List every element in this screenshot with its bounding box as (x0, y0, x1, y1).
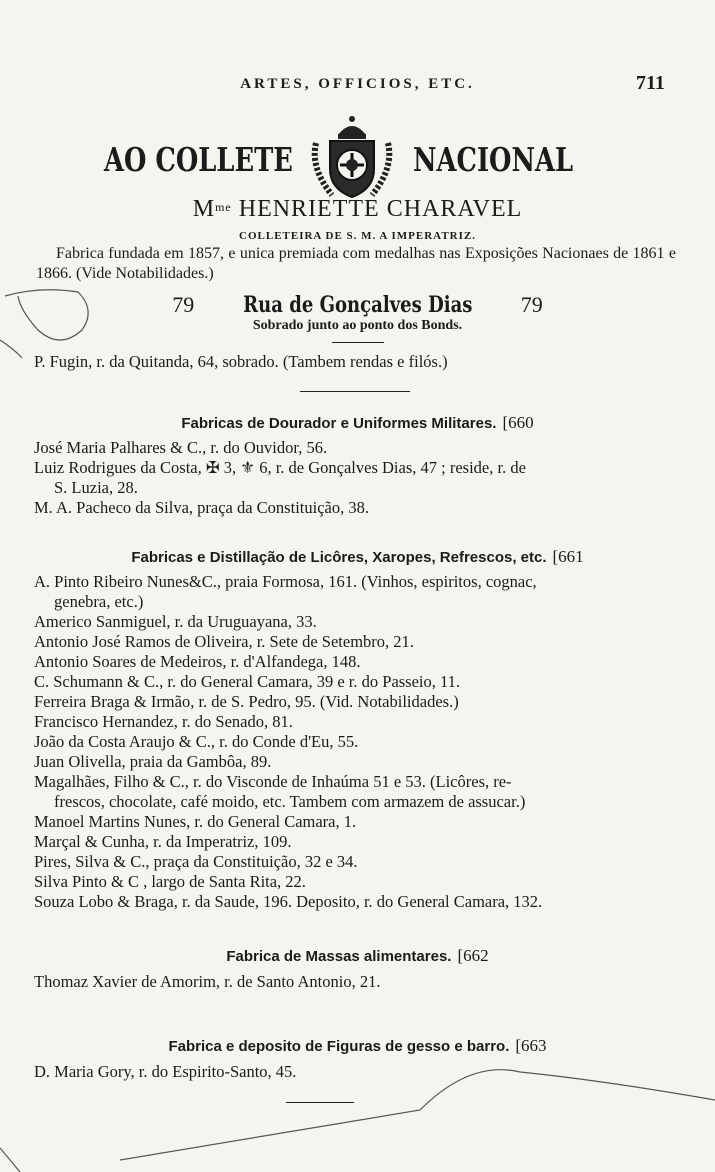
list-item: A. Pinto Ribeiro Nunes&C., praia Formosa, 161. (Vinhos, espiritos, cognac, (34, 572, 537, 591)
supplier-line: COLLETEIRA DE S. M. A IMPERATRIZ. (239, 230, 476, 242)
section-code: [662 (457, 946, 489, 965)
entry-fugin: P. Fugin, r. da Quitanda, 64, sobrado. (Tambem rendas e filós.) (34, 352, 448, 371)
section-heading-663 (0, 1036, 715, 1056)
divider (332, 342, 384, 343)
advertisement-address (0, 292, 715, 318)
list-item: Antonio José Ramos de Oliveira, r. Sete de Setembro, 21. (34, 632, 414, 651)
section-title: Fabrica de Massas alimentares. (226, 948, 452, 965)
ad-title-left: AO COLLETE (104, 140, 293, 179)
list-item: Souza Lobo & Braga, r. da Saude, 196. Deposito, r. do General Camara, 132. (34, 892, 543, 911)
divider (286, 1102, 354, 1103)
list-item: frescos, chocolate, café moido, etc. Tambem com armazem de assucar.) (54, 792, 526, 811)
page-number: 711 (636, 72, 665, 94)
ad-title-right: NACIONAL (413, 140, 574, 179)
section-title: Fabricas de Dourador e Uniformes Militares. (181, 415, 497, 432)
list-item: M. A. Pacheco da Silva, praça da Constituição, 38. (34, 498, 369, 517)
list-item: C. Schumann & C., r. do General Camara, 39 e r. do Passeio, 11. (34, 672, 461, 691)
section-code: [661 (552, 547, 584, 566)
address-number-right: 79 (520, 292, 543, 317)
list-item: Thomaz Xavier de Amorim, r. de Santo Antonio, 21. (34, 972, 381, 991)
section-heading-660 (0, 413, 715, 433)
list-item: D. Maria Gory, r. do Espirito-Santo, 45. (34, 1062, 297, 1081)
section-title: Fabrica e deposito de Figuras de gesso e barro. (168, 1038, 510, 1055)
proprietor-name: HENRIETTE CHARAVEL (238, 196, 523, 222)
section-heading-662 (0, 946, 715, 966)
list-item: Antonio Soares de Medeiros, r. d'Alfandega, 148. (34, 652, 361, 671)
section-code: [663 (515, 1036, 547, 1055)
list-item: Marçal & Cunha, r. da Imperatriz, 109. (34, 832, 292, 851)
location-note: Sobrado junto ao ponto dos Bonds. (252, 318, 463, 333)
proprietor-line (0, 196, 715, 223)
list-item: Manoel Martins Nunes, r. do General Camara, 1. (34, 812, 357, 831)
list-item: Silva Pinto & C , largo de Santa Rita, 22. (34, 872, 306, 891)
imperial-crest-icon (302, 113, 402, 203)
address-street: Rua de Gonçalves Dias (242, 292, 473, 318)
proprietor-sup: me (215, 200, 232, 214)
list-item: Magalhães, Filho & C., r. do Visconde de Inhaúma 51 e 53. (Licôres, re- (34, 772, 512, 791)
list-item: Americo Sanmiguel, r. da Uruguayana, 33. (34, 612, 317, 631)
section-title: Fabricas e Distillação de Licôres, Xaropes, Refrescos, etc. (131, 549, 547, 566)
list-item: Francisco Hernandez, r. do Senado, 81. (34, 712, 293, 731)
address-number: 79 (172, 292, 195, 317)
advertisement-body: Fabrica fundada em 1857, e unica premiada com medalhas nas Exposições Nacionaes de 1861 e 1866. (Vide Notabilidades.) (36, 245, 676, 282)
proprietor-prefix: M (192, 196, 216, 222)
list-item: Ferreira Braga & Irmão, r. de S. Pedro, 95. (Vid. Notabilidades.) (34, 692, 459, 711)
advertisement-title (0, 128, 715, 188)
list-item: S. Luzia, 28. (54, 478, 138, 497)
running-title: ARTES, OFFICIOS, ETC. (240, 76, 475, 92)
list-item: José Maria Palhares & C., r. do Ouvidor, 56. (34, 438, 328, 457)
section-heading-661 (0, 547, 715, 567)
list-item: Juan Olivella, praia da Gambôa, 89. (34, 752, 272, 771)
list-item: João da Costa Araujo & C., r. do Conde d'Eu, 55. (34, 732, 359, 751)
list-item: Luiz Rodrigues da Costa, ✠ 3, ⚜ 6, r. de Gonçalves Dias, 47 ; reside, r. de (34, 458, 526, 477)
list-item: Pires, Silva & C., praça da Constituição, 32 e 34. (34, 852, 358, 871)
divider (300, 391, 410, 392)
section-code: [660 (502, 413, 534, 432)
list-item: genebra, etc.) (54, 592, 144, 611)
